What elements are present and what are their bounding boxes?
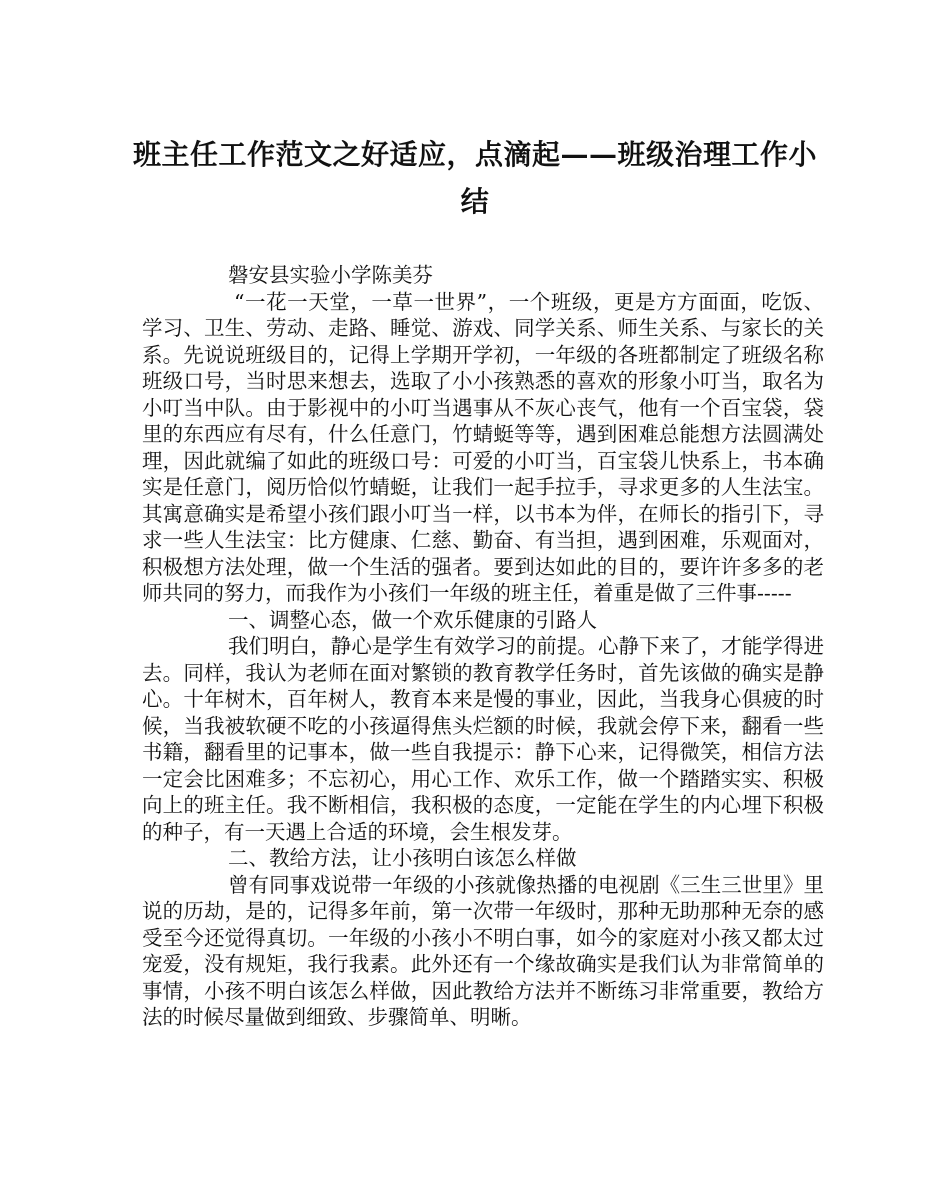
section-heading-1: 一、调整心态，做一个欢乐健康的引路人 [228,607,597,632]
paragraph-section-1: 我们明白，静心是学生有效学习的前提。心静下来了，才能学得进去。同样，我认为老师在面对繁锁的教育教学任务时，首先该做的确实是静心。十年树木，百年树人，教育本来是慢的事业，因此，当我身心俱疲的时候，当我被软硬不吃的小孩逼得焦头烂额的时候，我就会停下来，翻看一些书籍，翻看里的记事本，做一些自我提示：静下心来，记得微笑，相信方法一定会比困难多；不忘初心，用心工作、欢乐工作，做一个踏踏实实、积极向上的班主任。我不断相信，我积极的态度，一定能在学生的内心埋下积极的种子，有一天遇上合适的环境，会生根发芽。 [142,634,824,844]
author-line: 磐安县实验小学陈美芬 [228,263,433,287]
document-body [142,262,824,1031]
document-title-line-2: 结 [460,185,490,218]
section-heading-2: 二、教给方法，让小孩明白该怎么样做 [228,846,577,870]
paragraph-intro: “一花一天堂，一草一世界”，一个班级，更是方方面面，吃饭、学习、卫生、劳动、走路、睡觉、游戏、同学关系、师生关系、与家长的关系。先说说班级目的，记得上学期开学初，一年级的各班都制定了班级名称班级口号，当时思来想去，选取了小小孩熟悉的喜欢的形象小叮当，取名为小叮当中队。由于影视中的小叮当遇事从不灰心丧气，他有一个百宝袋，袋里的东西应有尽有，什么任意门，竹蜻蜓等等，遇到困难总能想方法圆满处理，因此就编了如此的班级口号：可爱的小叮当，百宝袋儿快系上，书本确实是任意门，阅历恰似竹蜻蜓，让我们一起手拉手，寻求更多的人生法宝。其寓意确实是希望小孩们跟小叮当一样，以书本为伴，在师长的指引下，寻求一些人生法宝：比方健康、仁慈、勤奋、有当担，遇到困难，乐观面对，积极想方法处理，做一个生活的强者。要到达如此的目的，要许许多多的老师共同的努力，而我作为小孩们一年级的班主任，着重是做了三件事----- [142,289,824,605]
paragraph-section-2: 曾有同事戏说带一年级的小孩就像热播的电视剧《三生三世里》里说的历劫，是的，记得多年前，第一次带一年级时，那种无助那种无奈的感受至今还觉得真切。一年级的小孩小不明白事，如今的家庭对小孩又都太过宠爱，没有规矩，我行我素。此外还有一个缘故确实是我们认为非常简单的事情，小孩不明白该怎么样做，因此教给方法并不断练习非常重要，教给方法的时候尽量做到细致、步骤简单、明晰。 [142,872,824,1029]
document-title-line-1: 班主任工作范文之好适应，点滴起——班级治理工作小 [132,138,817,171]
